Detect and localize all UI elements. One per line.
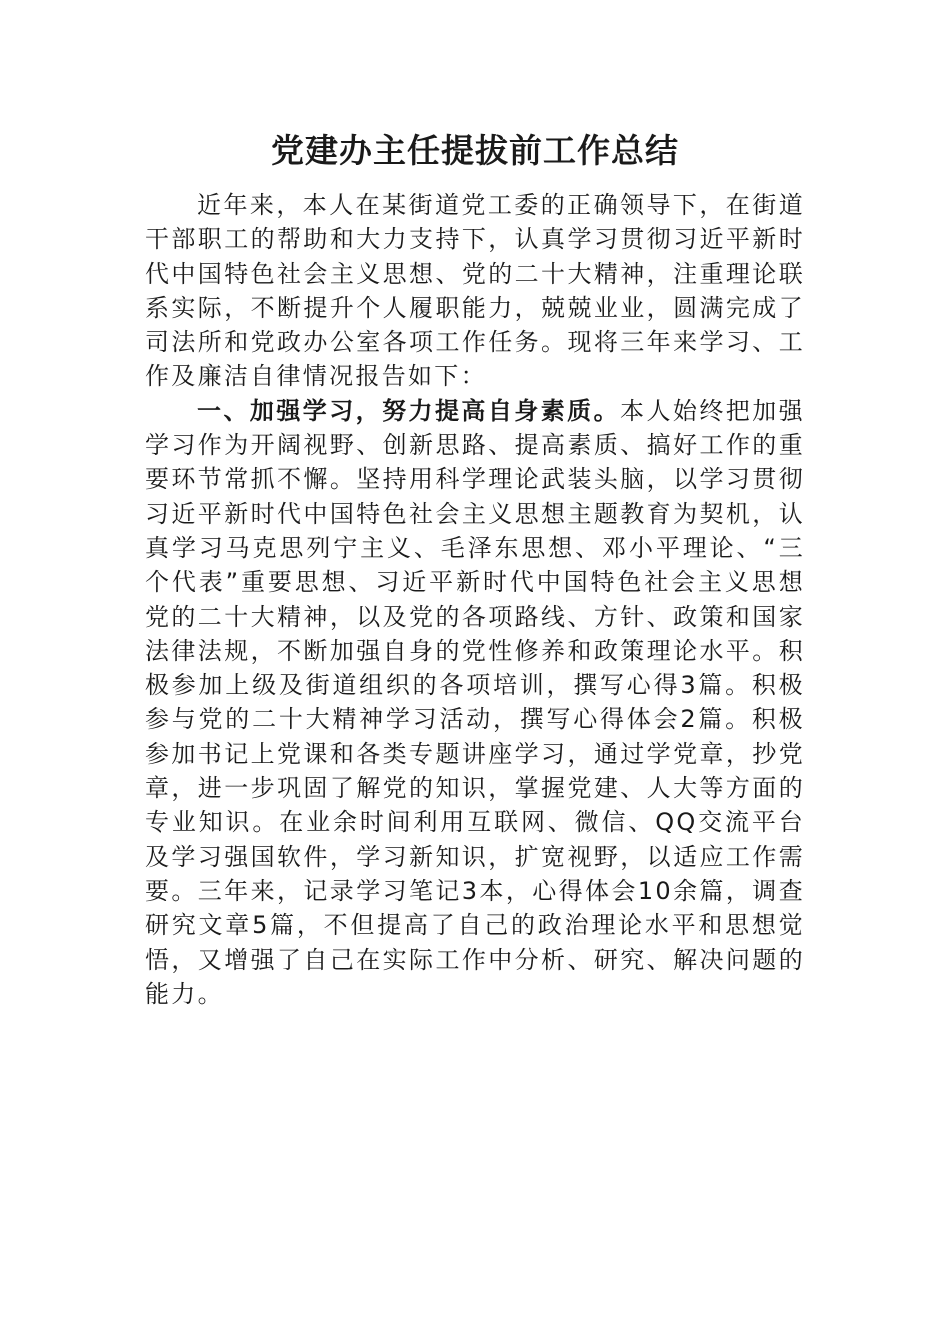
- document-body: [145, 188, 805, 1011]
- section-1-paragraph: [145, 394, 805, 1011]
- section-1-body: 本人始终把加强学习作为开阔视野、创新思路、提高素质、搞好工作的重要环节常抓不懈。坚持用科学理论武装头脑，以学习贯彻习近平新时代中国特色社会主义思想主题教育为契机，认真学习马克思列宁主义、毛泽东思想、邓小平理论、“三个代表”重要思想、习近平新时代中国特色社会主义思想党的二十大精神，以及党的各项路线、方针、政策和国家法律法规，不断加强自身的党性修养和政策理论水平。积极参加上级及街道组织的各项培训，撰写心得3篇。积极参与党的二十大精神学习活动，撰写心得体会2篇。积极参加书记上党课和各类专题讲座学习，通过学党章，抄党章，进一步巩固了解党的知识，掌握党建、人大等方面的专业知识。在业余时间利用互联网、微信、QQ交流平台及学习强国软件，学习新知识，扩宽视野，以适应工作需要。三年来，记录学习笔记3本，心得体会10余篇，调查研究文章5篇，不但提高了自己的政治理论水平和思想觉悟，又增强了自己在实际工作中分析、研究、解决问题的能力。: [145, 396, 805, 1008]
- intro-paragraph: 近年来，本人在某街道党工委的正确领导下，在街道干部职工的帮助和大力支持下，认真学习贯彻习近平新时代中国特色社会主义思想、党的二十大精神，注重理论联系实际，不断提升个人履职能力，兢兢业业，圆满完成了司法所和党政办公室各项工作任务。现将三年来学习、工作及廉洁自律情况报告如下：: [145, 191, 805, 391]
- section-1-heading: 一、加强学习，努力提高自身素质。: [197, 396, 621, 425]
- document-title: 党建办主任提拔前工作总结: [271, 131, 679, 170]
